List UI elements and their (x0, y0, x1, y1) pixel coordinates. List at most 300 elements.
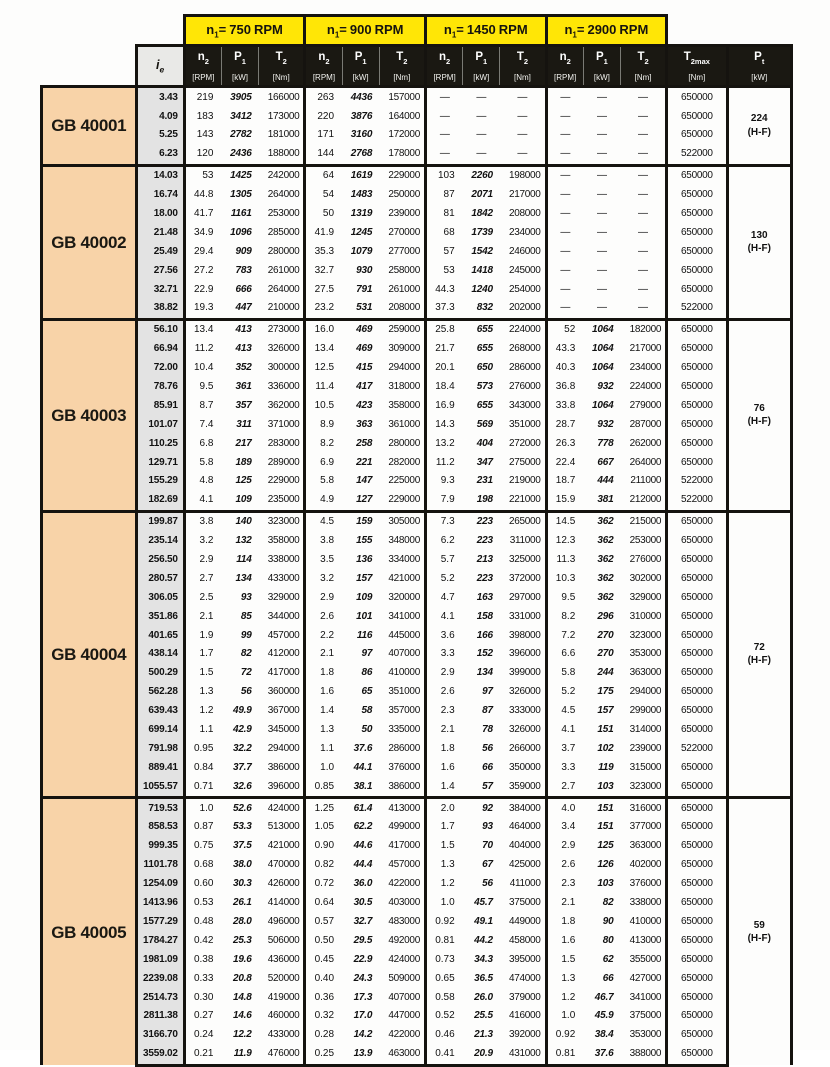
pt-value: 59 (753, 919, 765, 931)
t2-value: 457000 (379, 856, 425, 875)
t2-value: 372000 (500, 569, 546, 588)
gear-ratio-value: 18.00 (136, 205, 184, 224)
gear-ratio-value: 85.91 (136, 396, 184, 415)
t2-value: 363000 (620, 664, 666, 683)
t2-value: 310000 (620, 607, 666, 626)
p1-value: 415 (342, 359, 379, 378)
gear-ratio-value: 182.69 (136, 491, 184, 511)
t2-value: 353000 (620, 1026, 666, 1045)
no-data-dash: — (546, 186, 583, 205)
t2-value: 376000 (379, 758, 425, 777)
p1-value: 151 (583, 721, 620, 740)
n2-value: 32.7 (305, 261, 342, 280)
p1-value: 469 (342, 340, 379, 359)
t2-value: 234000 (500, 223, 546, 242)
table-row (42, 261, 792, 280)
p1-value: 223 (463, 532, 500, 551)
p1-value: 78 (463, 721, 500, 740)
t2-value: 513000 (259, 818, 305, 837)
n2-value: 143 (184, 126, 221, 145)
t2-value: 417000 (259, 664, 305, 683)
t2max-value: 650000 (667, 645, 727, 664)
t2-value: 294000 (379, 359, 425, 378)
p1-value: 362 (583, 511, 620, 531)
n2-value: 11.2 (425, 453, 462, 472)
col-symbol: P (595, 51, 604, 63)
t2-value: 277000 (379, 242, 425, 261)
p1-value: 52.6 (221, 798, 258, 818)
t2-value: 410000 (379, 664, 425, 683)
p1-value: 3905 (221, 87, 258, 107)
band-subscript: 1 (572, 30, 577, 40)
t2-value: 164000 (379, 107, 425, 126)
t2max-value: 650000 (667, 913, 727, 932)
model-label: GB 40001 (42, 87, 137, 166)
gear-ratio-value: 66.94 (136, 340, 184, 359)
t2-value: 266000 (500, 739, 546, 758)
n2-value: 120 (184, 145, 221, 165)
n2-value: 0.21 (184, 1045, 221, 1065)
n2-value: 14.5 (546, 511, 583, 531)
n2-value: 1.1 (184, 721, 221, 740)
n2-value: 7.3 (425, 511, 462, 531)
gear-ratio-value: 5.25 (136, 126, 184, 145)
col-symbol: n (559, 51, 567, 63)
p1-value: 136 (342, 551, 379, 570)
p1-value: 66 (583, 969, 620, 988)
gear-ratio-value: 999.35 (136, 837, 184, 856)
p1-value: 223 (463, 511, 500, 531)
n2-value: 1.0 (305, 758, 342, 777)
col-header-t2 (259, 46, 305, 87)
pt-note: (H-F) (747, 933, 771, 945)
t2-value: 398000 (500, 626, 546, 645)
p1-value: 1240 (463, 280, 500, 299)
p1-value: 655 (463, 319, 500, 339)
p1-value: 296 (583, 607, 620, 626)
n2-value: 2.9 (184, 551, 221, 570)
gear-ratio-value: 2514.73 (136, 988, 184, 1007)
table-row (42, 1007, 792, 1026)
t2-value: 325000 (500, 551, 546, 570)
n2-value: 6.8 (184, 434, 221, 453)
t2-value: 351000 (379, 683, 425, 702)
gearbox-rating-table (40, 14, 793, 1067)
t2-value: 395000 (500, 950, 546, 969)
p1-value: 1483 (342, 186, 379, 205)
no-data-dash: — (620, 107, 666, 126)
t2-value: 311000 (500, 532, 546, 551)
p1-value: 37.7 (221, 758, 258, 777)
gear-ratio-value: 3166.70 (136, 1026, 184, 1045)
p1-value: 655 (463, 396, 500, 415)
col-unit: [Nm] (688, 72, 706, 82)
col-subscript: 2max (690, 57, 710, 67)
n2-value: 0.81 (546, 1045, 583, 1065)
t2max-value: 650000 (667, 205, 727, 224)
table-row (42, 913, 792, 932)
n2-value: 1.3 (546, 969, 583, 988)
gear-ratio-value: 72.00 (136, 359, 184, 378)
n2-value: 2.6 (305, 607, 342, 626)
table-row (42, 551, 792, 570)
t2-value: 424000 (379, 950, 425, 969)
p1-value: 157 (342, 569, 379, 588)
t2-value: 458000 (500, 931, 546, 950)
no-data-dash: — (583, 186, 620, 205)
band-row (42, 16, 792, 46)
col-header-n2 (546, 46, 583, 87)
p1-value: 44.2 (463, 931, 500, 950)
p1-value: 127 (342, 491, 379, 511)
band-equals: = (576, 21, 585, 37)
t2-value: 264000 (259, 280, 305, 299)
p1-value: 13.9 (342, 1045, 379, 1065)
column-header-row (42, 46, 792, 87)
t2-value: 483000 (379, 913, 425, 932)
p1-value: 569 (463, 415, 500, 434)
n2-value: 8.2 (546, 607, 583, 626)
no-data-dash: — (500, 107, 546, 126)
n2-value: 2.6 (425, 683, 462, 702)
t2-value: 476000 (259, 1045, 305, 1065)
no-data-dash: — (620, 126, 666, 145)
gear-ratio-value: 129.71 (136, 453, 184, 472)
band-rpm-value: 900 (349, 21, 372, 37)
t2-value: 358000 (259, 532, 305, 551)
t2max-value: 650000 (667, 434, 727, 453)
t2-value: 499000 (379, 818, 425, 837)
t2max-value: 650000 (667, 931, 727, 950)
p1-value: 231 (463, 472, 500, 491)
n2-value: 6.2 (425, 532, 462, 551)
pt-value: 76 (753, 402, 765, 414)
p1-value: 655 (463, 340, 500, 359)
n2-value: 103 (425, 165, 462, 185)
table-row (42, 472, 792, 491)
n2-value: 23.2 (305, 299, 342, 319)
t2-value: 427000 (620, 969, 666, 988)
t2max-value: 522000 (667, 491, 727, 511)
no-data-dash: — (546, 126, 583, 145)
n2-value: 0.60 (184, 875, 221, 894)
n2-value: 1.8 (546, 913, 583, 932)
n2-value: 2.3 (425, 702, 462, 721)
p1-value: 1418 (463, 261, 500, 280)
no-data-dash: — (620, 205, 666, 224)
t2-value: 279000 (620, 396, 666, 415)
n2-value: 0.33 (184, 969, 221, 988)
gear-ratio-value: 199.87 (136, 511, 184, 531)
band-rpm-value: 2900 (587, 21, 617, 37)
t2-value: 229000 (379, 165, 425, 185)
t2-value: 422000 (379, 1026, 425, 1045)
gear-ratio-value: 16.74 (136, 186, 184, 205)
gear-ratio-value: 4.09 (136, 107, 184, 126)
t2-value: 276000 (620, 551, 666, 570)
table-row (42, 721, 792, 740)
n2-value: 37.3 (425, 299, 462, 319)
n2-value: 8.9 (305, 415, 342, 434)
t2-value: 287000 (620, 415, 666, 434)
p1-value: 783 (221, 261, 258, 280)
t2max-value: 650000 (667, 837, 727, 856)
t2-value: 198000 (500, 165, 546, 185)
p1-value: 126 (583, 856, 620, 875)
n2-value: 57 (425, 242, 462, 261)
t2-value: 375000 (500, 894, 546, 913)
table-row (42, 837, 792, 856)
t2-value: 345000 (259, 721, 305, 740)
table-row (42, 818, 792, 837)
t2-value: 188000 (259, 145, 305, 165)
t2max-value: 650000 (667, 950, 727, 969)
col-header-t2 (500, 46, 546, 87)
n2-value: 53 (425, 261, 462, 280)
p1-value: 311 (221, 415, 258, 434)
t2-value: 470000 (259, 856, 305, 875)
no-data-dash: — (463, 87, 500, 107)
col-header-t2max (667, 46, 727, 87)
n2-value: 1.1 (305, 739, 342, 758)
t2-value: 320000 (379, 588, 425, 607)
t2-value: 344000 (259, 607, 305, 626)
p1-value: 116 (342, 626, 379, 645)
t2-value: 286000 (379, 739, 425, 758)
table-row (42, 205, 792, 224)
t2max-value: 650000 (667, 242, 727, 261)
t2-value: 211000 (620, 472, 666, 491)
n2-value: 4.7 (425, 588, 462, 607)
t2-value: 358000 (379, 396, 425, 415)
n2-value: 0.28 (305, 1026, 342, 1045)
t2max-value: 650000 (667, 664, 727, 683)
p1-value: 19.6 (221, 950, 258, 969)
table-row (42, 798, 792, 818)
p1-value: 30.5 (342, 894, 379, 913)
gear-ratio-value: 27.56 (136, 261, 184, 280)
t2-value: 261000 (379, 280, 425, 299)
p1-value: 109 (342, 588, 379, 607)
n2-value: 2.9 (305, 588, 342, 607)
p1-value: 930 (342, 261, 379, 280)
no-data-dash: — (583, 165, 620, 185)
n2-value: 2.9 (546, 837, 583, 856)
p1-value: 46.7 (583, 988, 620, 1007)
t2max-value: 650000 (667, 107, 727, 126)
n2-value: 0.36 (305, 988, 342, 1007)
p1-value: 125 (583, 837, 620, 856)
n2-value: 0.48 (184, 913, 221, 932)
gear-ratio-value: 1254.09 (136, 875, 184, 894)
n2-value: 1.8 (425, 739, 462, 758)
n2-value: 2.7 (184, 569, 221, 588)
t2-value: 422000 (379, 875, 425, 894)
band-unit: RPM (498, 21, 528, 37)
n2-value: 1.2 (425, 875, 462, 894)
t2-value: 414000 (259, 894, 305, 913)
col-symbol: T (516, 51, 524, 63)
p1-value: 189 (221, 453, 258, 472)
n2-value: 21.7 (425, 340, 462, 359)
t2-value: 259000 (379, 319, 425, 339)
t2-value: 424000 (259, 798, 305, 818)
table-row (42, 702, 792, 721)
n2-value: 22.9 (184, 280, 221, 299)
pt-note: (H-F) (747, 655, 771, 667)
ie-symbol: i (156, 57, 160, 72)
t2-value: 215000 (620, 511, 666, 531)
t2-value: 403000 (379, 894, 425, 913)
t2-value: 234000 (620, 359, 666, 378)
col-subscript: 2 (644, 57, 649, 67)
n2-value: 0.25 (305, 1045, 342, 1065)
n2-value: 1.6 (305, 683, 342, 702)
n2-value: 43.3 (546, 340, 583, 359)
t2-value: 289000 (259, 453, 305, 472)
t2-value: 323000 (620, 626, 666, 645)
n2-value: 10.5 (305, 396, 342, 415)
t2-value: 348000 (379, 532, 425, 551)
no-data-dash: — (500, 87, 546, 107)
no-data-dash: — (546, 165, 583, 185)
n2-value: 1.2 (546, 988, 583, 1007)
n2-value: 4.1 (546, 721, 583, 740)
table-row (42, 569, 792, 588)
n2-value: 5.8 (305, 472, 342, 491)
col-unit: [kW] (232, 72, 249, 82)
n2-value: 0.57 (305, 913, 342, 932)
gear-ratio-value: 110.25 (136, 434, 184, 453)
col-header-p1 (221, 46, 258, 87)
p1-value: 119 (583, 758, 620, 777)
n2-value: 144 (305, 145, 342, 165)
t2-value: 272000 (500, 434, 546, 453)
col-header-t2 (379, 46, 425, 87)
t2-value: 460000 (259, 1007, 305, 1026)
t2-value: 245000 (500, 261, 546, 280)
thermal-power-cell (727, 87, 792, 166)
col-header-n2 (425, 46, 462, 87)
t2-value: 302000 (620, 569, 666, 588)
p1-value: 42.9 (221, 721, 258, 740)
p1-value: 417 (342, 378, 379, 397)
p1-value: 62 (583, 950, 620, 969)
p1-value: 352 (221, 359, 258, 378)
p1-value: 258 (342, 434, 379, 453)
gear-ratio-value: 25.49 (136, 242, 184, 261)
p1-value: 147 (342, 472, 379, 491)
p1-value: 155 (342, 532, 379, 551)
p1-value: 49.1 (463, 913, 500, 932)
n2-value: 64 (305, 165, 342, 185)
p1-value: 87 (463, 702, 500, 721)
p1-value: 22.9 (342, 950, 379, 969)
pt-note: (H-F) (747, 243, 771, 255)
t2-value: 421000 (259, 837, 305, 856)
n2-value: 1.0 (184, 798, 221, 818)
p1-value: 2436 (221, 145, 258, 165)
n2-value: 0.58 (425, 988, 462, 1007)
t2-value: 173000 (259, 107, 305, 126)
p1-value: 20.8 (221, 969, 258, 988)
t2-value: 229000 (379, 491, 425, 511)
col-symbol: P (354, 51, 363, 63)
p1-value: 58 (342, 702, 379, 721)
table-row (42, 396, 792, 415)
gear-ratio-value: 1784.27 (136, 931, 184, 950)
t2-value: 412000 (259, 645, 305, 664)
p1-value: 152 (463, 645, 500, 664)
gear-ratio-value: 78.76 (136, 378, 184, 397)
n2-value: 1.4 (425, 777, 462, 797)
table-row (42, 340, 792, 359)
no-data-dash: — (500, 145, 546, 165)
n2-value: 0.52 (425, 1007, 462, 1026)
t2-value: 361000 (379, 415, 425, 434)
t2-value: 341000 (620, 988, 666, 1007)
p1-value: 2260 (463, 165, 500, 185)
t2-value: 421000 (379, 569, 425, 588)
p1-value: 1319 (342, 205, 379, 224)
p1-value: 34.3 (463, 950, 500, 969)
gear-ratio-value: 500.29 (136, 664, 184, 683)
t2-value: 224000 (620, 378, 666, 397)
table-row (42, 319, 792, 339)
n2-value: 1.3 (184, 683, 221, 702)
n2-value: 15.9 (546, 491, 583, 511)
n2-value: 0.92 (425, 913, 462, 932)
p1-value: 26.0 (463, 988, 500, 1007)
band-symbol: n (206, 21, 215, 37)
t2max-value: 650000 (667, 683, 727, 702)
band-unit: RPM (253, 21, 283, 37)
t2-value: 426000 (259, 875, 305, 894)
p1-value: 56 (463, 739, 500, 758)
n2-value: 1.9 (184, 626, 221, 645)
t2-value: 157000 (379, 87, 425, 107)
p1-value: 25.5 (463, 1007, 500, 1026)
t2-value: 246000 (500, 242, 546, 261)
p1-value: 56 (463, 875, 500, 894)
gear-ratio-value: 14.03 (136, 165, 184, 185)
t2-value: 402000 (620, 856, 666, 875)
t2max-value: 650000 (667, 551, 727, 570)
n2-value: 18.4 (425, 378, 462, 397)
n2-value: 1.2 (184, 702, 221, 721)
p1-value: 1739 (463, 223, 500, 242)
t2-value: 520000 (259, 969, 305, 988)
n2-value: 13.4 (305, 340, 342, 359)
col-unit: [kW] (593, 72, 610, 82)
band-unit: RPM (374, 21, 404, 37)
p1-value: 667 (583, 453, 620, 472)
gear-ratio-value: 38.82 (136, 299, 184, 319)
p1-value: 2071 (463, 186, 500, 205)
p1-value: 270 (583, 626, 620, 645)
col-subscript: 1 (241, 57, 246, 67)
no-data-dash: — (546, 223, 583, 242)
n2-value: 2.1 (305, 645, 342, 664)
col-unit: [kW] (751, 72, 768, 82)
p1-value: 223 (463, 569, 500, 588)
gear-ratio-value: 1981.09 (136, 950, 184, 969)
n2-value: 0.90 (305, 837, 342, 856)
p1-value: 99 (221, 626, 258, 645)
table-row (42, 988, 792, 1007)
gear-ratio-value: 56.10 (136, 319, 184, 339)
p1-value: 778 (583, 434, 620, 453)
